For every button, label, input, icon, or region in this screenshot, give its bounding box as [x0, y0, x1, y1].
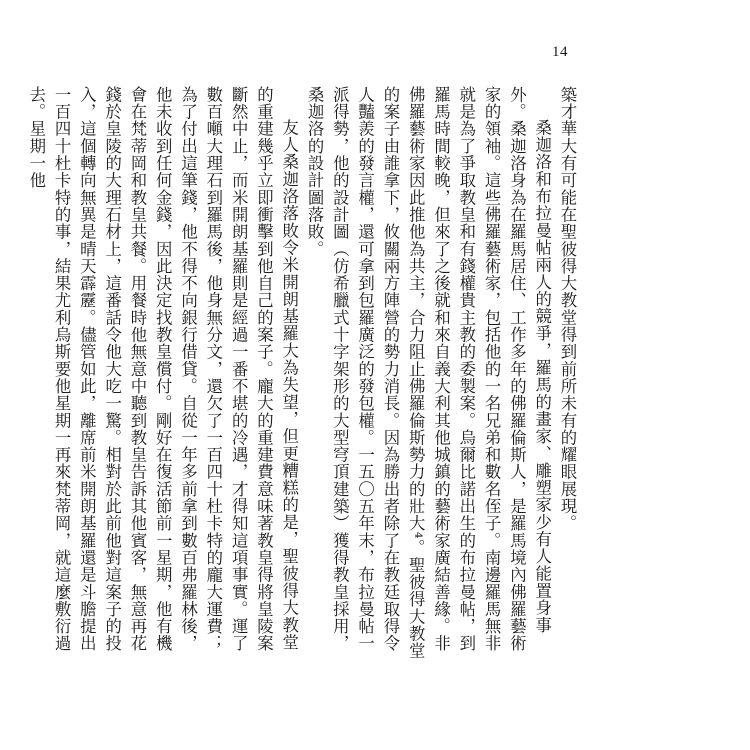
- vertical-text-block: [26, 86, 580, 666]
- paragraph-michelangelo: 友人桑迦洛落敗令米開朗基羅大為失望，但更糟糕的是，聖彼得大教堂的重建幾乎立即衝擊到他自己的案子。龐大的重建費意味著教皇得將皇陵案斷然中止，而米開朗基羅則是經過一番不堪的冷遇，才得知這項事實。運了數百噸大理石到羅馬後，他身無分文，還欠了一百四十杜卡特的龐大運費；為了付出這筆錢，他不得不向銀行借貸。自從一年多前拿到數百弗羅林後，他未收到任何金錢，因此決定找教皇償付。剛好在復活節前一星期，他有機會在梵蒂岡和教皇共餐。用餐時他無意中聽到教皇告訴其他賓客，無意再花錢於皇陵的大理石材上，這番話令他大吃一驚。相對於此前他對這案子的投入，這個轉向無異是晴天霹靂。儘管如此，離席前米開朗基羅還是斗膽提出一百四十杜卡特的事，結果尤利烏斯要他星期一再來梵蒂岡，就這麼敷衍過去。星期一他: [26, 86, 299, 652]
- page-number: 14: [552, 44, 568, 60]
- paragraph-rivalry: 桑迦洛和布拉曼帖兩人的競爭，羅馬的畫家、雕塑家少有人能置身事外。桑迦洛身為在羅馬居住、工作多年的佛羅倫斯人，是羅馬境內佛羅藝術家的領袖。這些佛羅藝術家，包括他的一名兄弟和數名侄子。南邊羅馬無非就是為了爭取教皇和有錢權貴主教的委製案。烏爾比諾出生的布拉曼帖，到羅馬時間較晚，但來了之後就和來自義大利其他城鎮的藝術家廣結善緣。非佛羅藝術家因此推他為共主，合力阻止佛羅倫斯勢力的壯大⁴。聖彼得大教堂的案子由誰拿下，攸關兩方陣營的勢力消長。因為勝出者除了在教廷取得令人豔羨的發言權，還可拿到包羅廣泛的發包權。一五〇五年末，布拉曼帖一派得勢，他的設計圖（仿希臘式十字架形的大型穹頂建築）獲得教皇採用，桑迦洛的設計圖落敗。: [305, 86, 552, 660]
- paragraph-continuation: 築才華大有可能在聖彼得大教堂得到前所未有的耀眼展現。: [558, 86, 577, 532]
